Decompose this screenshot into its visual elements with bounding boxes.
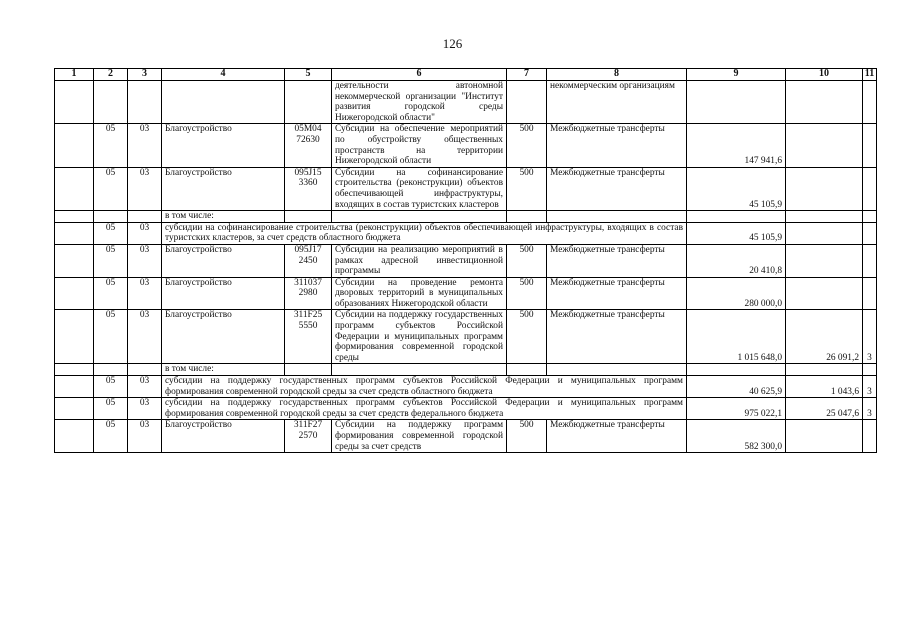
cell-c10 [786, 420, 863, 453]
table-body [55, 81, 877, 453]
cell-c2: 05 [94, 420, 128, 453]
table-row [55, 277, 877, 310]
cell-c1 [55, 81, 94, 124]
cell-c6: Субсидии на реализацию мероприятий в рамках адресной инвестиционной программы [332, 244, 507, 277]
cell-c4 [162, 81, 285, 124]
cell-c1 [55, 124, 94, 167]
cell-c9: 20 410,8 [687, 244, 786, 277]
table-row [55, 222, 877, 244]
cell-c4: Благоустройство [162, 420, 285, 453]
cell-c8: Межбюджетные трансферты [547, 124, 687, 167]
cell-c3 [128, 211, 162, 223]
cell-c1 [55, 244, 94, 277]
cell-c3: 03 [128, 244, 162, 277]
col-header-10: 10 [786, 69, 863, 81]
table-row [55, 244, 877, 277]
cell-c3: 03 [128, 277, 162, 310]
col-header-5: 5 [285, 69, 332, 81]
cell-c1 [55, 310, 94, 364]
cell-c11 [863, 81, 877, 124]
cell-c2: 05 [94, 376, 128, 398]
cell-c10 [786, 167, 863, 210]
cell-c5: 311037 2980 [285, 277, 332, 310]
cell-c6: деятельности автономной некоммерческой организации "Институт развития городской среды Нижегородской области" [332, 81, 507, 124]
cell-c11 [863, 222, 877, 244]
cell-c8: Межбюджетные трансферты [547, 244, 687, 277]
cell-c6 [332, 364, 507, 376]
cell-c11 [863, 124, 877, 167]
cell-c7: 500 [507, 310, 547, 364]
cell-c1 [55, 211, 94, 223]
cell-c11 [863, 277, 877, 310]
cell-c5: 311F27 2570 [285, 420, 332, 453]
col-header-2: 2 [94, 69, 128, 81]
cell-c11 [863, 420, 877, 453]
cell-c4: в том числе: [162, 211, 285, 223]
cell-c9 [687, 211, 786, 223]
cell-c10: 26 091,2 [786, 310, 863, 364]
cell-c4: Благоустройство [162, 310, 285, 364]
cell-c9: 45 105,9 [687, 167, 786, 210]
cell-c10 [786, 211, 863, 223]
cell-c1 [55, 222, 94, 244]
cell-c9 [687, 81, 786, 124]
table-row [55, 420, 877, 453]
cell-c5 [285, 211, 332, 223]
col-header-8: 8 [547, 69, 687, 81]
cell-c10 [786, 81, 863, 124]
cell-c3: 03 [128, 124, 162, 167]
cell-c4: Благоустройство [162, 167, 285, 210]
cell-c10 [786, 277, 863, 310]
cell-c7: 500 [507, 420, 547, 453]
table-row [55, 398, 877, 420]
cell-c9 [687, 364, 786, 376]
cell-c4: в том числе: [162, 364, 285, 376]
cell-c11: 3 [863, 398, 877, 420]
cell-c1 [55, 167, 94, 210]
cell-c5: 095J15 3360 [285, 167, 332, 210]
cell-c2: 05 [94, 398, 128, 420]
table-row [55, 376, 877, 398]
cell-c10 [786, 364, 863, 376]
cell-c2: 05 [94, 244, 128, 277]
cell-c9: 280 000,0 [687, 277, 786, 310]
cell-c3: 03 [128, 398, 162, 420]
table-row [55, 211, 877, 223]
cell-summary-text: субсидии на софинансирование строительства (реконструкции) объектов обеспечивающей инфраструктуры, входящих в состав туристских кластеров, за счет средств областного бюджета [162, 222, 687, 244]
cell-c9: 40 625,9 [687, 376, 786, 398]
cell-summary-text: субсидии на поддержку государственных программ субъектов Российской Федерации и муниципальных программ формирования современной городской среды за счет средств областного бюджета [162, 376, 687, 398]
cell-c3: 03 [128, 420, 162, 453]
cell-c9: 582 300,0 [687, 420, 786, 453]
cell-c6: Субсидии на софинансирование строительства (реконструкции) объектов обеспечивающей инфраструктуры, входящих в состав туристских кластеров [332, 167, 507, 210]
cell-c2 [94, 81, 128, 124]
cell-c4: Благоустройство [162, 244, 285, 277]
col-header-6: 6 [332, 69, 507, 81]
page-number: 126 [442, 36, 463, 51]
cell-c1 [55, 398, 94, 420]
cell-c4: Благоустройство [162, 277, 285, 310]
col-header-7: 7 [507, 69, 547, 81]
cell-c10 [786, 222, 863, 244]
cell-c11 [863, 244, 877, 277]
cell-c5: 095J17 2450 [285, 244, 332, 277]
col-header-11: 11 [863, 69, 877, 81]
cell-c5 [285, 81, 332, 124]
cell-c7 [507, 81, 547, 124]
cell-c3: 03 [128, 310, 162, 364]
cell-c6: Субсидии на обеспечение мероприятий по обустройству общественных пространств на территории Нижегородской области [332, 124, 507, 167]
cell-c5 [285, 364, 332, 376]
cell-c8: Межбюджетные трансферты [547, 310, 687, 364]
cell-c2: 05 [94, 124, 128, 167]
cell-c6 [332, 211, 507, 223]
cell-c3 [128, 81, 162, 124]
col-header-1: 1 [55, 69, 94, 81]
cell-c2: 05 [94, 310, 128, 364]
cell-c9: 147 941,6 [687, 124, 786, 167]
cell-c10 [786, 124, 863, 167]
col-header-9: 9 [687, 69, 786, 81]
cell-c5: 05М04 72630 [285, 124, 332, 167]
cell-c3 [128, 364, 162, 376]
cell-c10: 1 043,6 [786, 376, 863, 398]
cell-c1 [55, 420, 94, 453]
cell-c11: 3 [863, 310, 877, 364]
cell-c8 [547, 211, 687, 223]
cell-c8: Межбюджетные трансферты [547, 167, 687, 210]
cell-c2 [94, 211, 128, 223]
cell-c11: 3 [863, 376, 877, 398]
table-row [55, 310, 877, 364]
cell-c7 [507, 211, 547, 223]
table-row [55, 167, 877, 210]
cell-c2: 05 [94, 277, 128, 310]
cell-c11 [863, 364, 877, 376]
header-row [55, 69, 877, 81]
cell-c6: Субсидии на поддержку программ формирования современной городской среды за счет средств [332, 420, 507, 453]
cell-c9: 45 105,9 [687, 222, 786, 244]
table-row [55, 124, 877, 167]
cell-c8 [547, 364, 687, 376]
cell-c7: 500 [507, 124, 547, 167]
cell-c10: 25 047,6 [786, 398, 863, 420]
cell-c9: 1 015 648,0 [687, 310, 786, 364]
col-header-4: 4 [162, 69, 285, 81]
cell-c3: 03 [128, 167, 162, 210]
cell-c1 [55, 364, 94, 376]
cell-c7 [507, 364, 547, 376]
cell-c9: 975 022,1 [687, 398, 786, 420]
cell-c6: Субсидии на поддержку государственных программ субъектов Российской Федерации и муниципальных программ формирования современной городской среды [332, 310, 507, 364]
cell-c8: Межбюджетные трансферты [547, 420, 687, 453]
cell-c7: 500 [507, 277, 547, 310]
col-header-3: 3 [128, 69, 162, 81]
cell-c4: Благоустройство [162, 124, 285, 167]
cell-c11 [863, 167, 877, 210]
cell-c7: 500 [507, 167, 547, 210]
cell-c8: некоммерческим организациям [547, 81, 687, 124]
table-row [55, 81, 877, 124]
cell-c2: 05 [94, 222, 128, 244]
cell-c1 [55, 277, 94, 310]
cell-c3: 03 [128, 376, 162, 398]
cell-c2 [94, 364, 128, 376]
cell-c6: Субсидии на проведение ремонта дворовых территорий в муниципальных образованиях Нижегородской области [332, 277, 507, 310]
budget-table [54, 68, 877, 453]
cell-c1 [55, 376, 94, 398]
cell-c5: 311F25 5550 [285, 310, 332, 364]
cell-c7: 500 [507, 244, 547, 277]
cell-c10 [786, 244, 863, 277]
cell-c8: Межбюджетные трансферты [547, 277, 687, 310]
cell-c3: 03 [128, 222, 162, 244]
table-row [55, 364, 877, 376]
cell-summary-text: субсидии на поддержку государственных программ субъектов Российской Федерации и муниципальных программ формирования современной городской среды за счет средств федерального бюджета [162, 398, 687, 420]
cell-c11 [863, 211, 877, 223]
cell-c2: 05 [94, 167, 128, 210]
